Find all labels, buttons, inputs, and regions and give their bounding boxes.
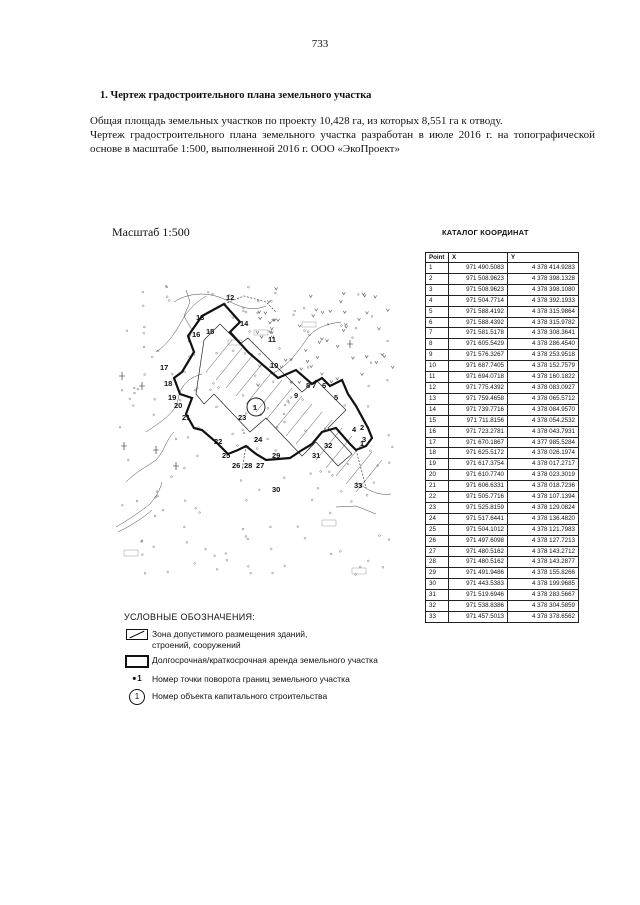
coordinate-y: 4 378 084.9570: [508, 404, 579, 415]
coordinate-point: 20: [426, 470, 449, 481]
page-number: 733: [311, 38, 329, 50]
object-symbol: 1: [129, 689, 145, 705]
section-heading: 1. Чертеж градостроительного плана земельного участка: [100, 90, 372, 101]
coordinate-x: 971 588.4392: [449, 317, 508, 328]
point-label: 31: [312, 451, 321, 460]
coordinate-row: [426, 273, 579, 284]
zone-swatch: [126, 629, 148, 640]
coordinate-point: 8: [426, 339, 449, 350]
legend-zone-line2: строений, сооружений: [152, 640, 241, 650]
coordinate-point: 14: [426, 404, 449, 415]
coordinate-y: 4 378 083.0927: [508, 382, 579, 393]
coordinate-row: [426, 415, 579, 426]
coordinate-y: 4 378 160.1822: [508, 372, 579, 383]
site-plan-drawing: [116, 282, 406, 582]
coordinate-row: [426, 568, 579, 579]
coordinate-y: 4 378 129.0824: [508, 502, 579, 513]
coordinate-x: 971 711.8156: [449, 415, 508, 426]
drawing-info-paragraph: Чертеж градостроительного плана земельного участка разработан в июле 2016 г. на топографической основе в масштабе 1:500, выполненной 2016 г. ООО «ЭкоПроект»: [90, 129, 595, 155]
coordinate-row: [426, 513, 579, 524]
point-label: 5: [334, 393, 339, 402]
coordinate-point: 6: [426, 317, 449, 328]
point-label: 25: [222, 451, 231, 460]
coordinate-y: 4 378 398.1080: [508, 284, 579, 295]
coordinate-y: 4 378 315.9864: [508, 306, 579, 317]
coordinate-row: [426, 284, 579, 295]
point-label: 3: [362, 435, 367, 444]
coordinate-row: [426, 612, 579, 623]
coordinate-x: 971 576.3267: [449, 350, 508, 361]
coordinate-x: 971 625.5172: [449, 448, 508, 459]
coordinate-row: [426, 590, 579, 601]
coordinate-x: 971 525.8159: [449, 502, 508, 513]
point-label: 15: [206, 327, 215, 336]
coordinate-row: [426, 404, 579, 415]
coordinate-y: 4 378 152.7579: [508, 361, 579, 372]
coordinate-x: 971 605.5429: [449, 339, 508, 350]
coordinate-point: 32: [426, 601, 449, 612]
coordinate-x: 971 581.5178: [449, 328, 508, 339]
point-label: 8: [306, 381, 311, 390]
point-label: 29: [272, 451, 281, 460]
coordinate-point: 7: [426, 328, 449, 339]
coordinate-point: 25: [426, 524, 449, 535]
coordinate-row: [426, 492, 579, 503]
coordinate-point: 33: [426, 612, 449, 623]
coordinate-x: 971 775.4392: [449, 382, 508, 393]
coordinate-x: 971 687.7405: [449, 361, 508, 372]
coordinate-x: 971 497.6098: [449, 535, 508, 546]
coordinate-row: [426, 535, 579, 546]
coordinate-row: [426, 437, 579, 448]
coordinate-row: [426, 263, 579, 274]
point-label: 14: [240, 319, 249, 328]
point-label: 6: [322, 381, 327, 390]
legend-point-text: Номер точки поворота границ земельного участка: [152, 674, 350, 684]
point-label: 4: [352, 425, 357, 434]
topo-hatch: [256, 287, 394, 386]
coordinate-x: 971 538.8386: [449, 601, 508, 612]
coordinate-y: 4 378 283.5667: [508, 590, 579, 601]
coordinate-y: 4 378 315.9782: [508, 317, 579, 328]
coordinate-row: [426, 328, 579, 339]
coordinate-x: 971 504.1012: [449, 524, 508, 535]
coordinate-row: [426, 295, 579, 306]
coordinate-row: [426, 459, 579, 470]
point-label: 24: [254, 435, 263, 444]
coordinate-x: 971 508.9623: [449, 273, 508, 284]
legend-zone: [124, 629, 378, 651]
point-label: 26: [232, 461, 241, 470]
coordinate-row: [426, 502, 579, 513]
coordinate-x: 971 504.7714: [449, 295, 508, 306]
coordinate-point: 16: [426, 426, 449, 437]
coordinate-point: 19: [426, 459, 449, 470]
point-label: 33: [354, 481, 363, 490]
coordinate-row: [426, 393, 579, 404]
point-label: 17: [160, 363, 169, 372]
point-label: 18: [164, 379, 173, 388]
legend-object: [124, 691, 378, 705]
coordinate-x: 971 505.7716: [449, 492, 508, 503]
coordinate-x: 971 480.5162: [449, 546, 508, 557]
legend: [124, 612, 378, 709]
coordinate-row: [426, 448, 579, 459]
coordinate-y: 4 378 023.3019: [508, 470, 579, 481]
point-label: 7: [312, 381, 317, 390]
coordinate-point: 22: [426, 492, 449, 503]
point-label: 23: [238, 413, 247, 422]
coordinate-table-body: [426, 263, 579, 623]
coordinate-y: 4 378 304.5859: [508, 601, 579, 612]
coordinate-y: 4 378 398.1328: [508, 273, 579, 284]
point-label: 9: [294, 391, 299, 400]
coordinate-y: 4 378 018.7236: [508, 481, 579, 492]
coordinate-point: 24: [426, 513, 449, 524]
point-label: 13: [196, 313, 205, 322]
coordinate-y: 4 378 143.2877: [508, 557, 579, 568]
area-paragraph: Общая площадь земельных участков по проекту 10,428 га, из которых 8,551 га к отводу.: [90, 115, 503, 127]
coordinate-table: [425, 252, 579, 623]
coordinate-x: 971 490.5083: [449, 263, 508, 274]
coordinate-y: 4 378 414.9283: [508, 263, 579, 274]
coordinate-x: 971 517.6441: [449, 513, 508, 524]
coordinate-x: 971 491.9486: [449, 568, 508, 579]
coordinate-x: 971 606.6331: [449, 481, 508, 492]
coordinate-row: [426, 470, 579, 481]
coordinate-y: 4 378 143.2712: [508, 546, 579, 557]
legend-zone-line1: Зона допустимого размещения зданий,: [152, 629, 308, 639]
coordinate-y: 4 378 392.1933: [508, 295, 579, 306]
point-symbol: • 1: [132, 674, 141, 684]
coordinate-x: 971 443.5383: [449, 579, 508, 590]
point-label: 30: [272, 485, 281, 494]
legend-lease-text: Долгосрочная/краткосрочная аренда земельного участка: [152, 655, 378, 665]
coordinate-point: 1: [426, 263, 449, 274]
coordinate-y: 4 378 253.9518: [508, 350, 579, 361]
coordinate-point: 11: [426, 372, 449, 383]
coordinate-y: 4 378 286.4540: [508, 339, 579, 350]
coordinate-point: 15: [426, 415, 449, 426]
coordinate-row: [426, 339, 579, 350]
coordinate-y: 4 378 155.8266: [508, 568, 579, 579]
catalog-title: КАТАЛОГ КООРДИНАТ: [442, 228, 529, 237]
coordinate-point: 9: [426, 350, 449, 361]
coordinate-x: 971 694.0718: [449, 372, 508, 383]
point-label: 27: [256, 461, 265, 470]
point-label: 16: [192, 330, 201, 339]
coordinate-point: 5: [426, 306, 449, 317]
coordinate-x: 971 759.4658: [449, 393, 508, 404]
point-label: 12: [226, 293, 235, 302]
legend-object-text: Номер объекта капитального строительства: [152, 691, 328, 701]
coordinate-y: 4 378 127.7213: [508, 535, 579, 546]
coordinate-point: 2: [426, 273, 449, 284]
coordinate-x: 971 588.4192: [449, 306, 508, 317]
header-point: Point: [426, 253, 449, 263]
coordinate-point: 23: [426, 502, 449, 513]
coordinate-x: 971 670.1867: [449, 437, 508, 448]
point-label: 28: [244, 461, 253, 470]
point-label: 2: [360, 423, 365, 432]
point-label: 10: [270, 361, 279, 370]
coordinate-point: 21: [426, 481, 449, 492]
coordinate-x: 971 617.3754: [449, 459, 508, 470]
point-label: 32: [324, 441, 333, 450]
coordinate-x: 971 457.5013: [449, 612, 508, 623]
point-label: 1: [360, 439, 365, 448]
coordinate-y: 4 378 043.7931: [508, 426, 579, 437]
coordinate-point: 30: [426, 579, 449, 590]
coordinate-point: 27: [426, 546, 449, 557]
coordinate-row: [426, 317, 579, 328]
point-label: 11: [268, 335, 276, 344]
coordinate-row: [426, 350, 579, 361]
point-label: 21: [182, 413, 191, 422]
legend-lease: [124, 655, 378, 668]
coordinate-row: [426, 306, 579, 317]
lease-swatch: [125, 655, 149, 668]
header-x: X: [449, 253, 508, 263]
coordinate-point: 28: [426, 557, 449, 568]
coordinate-row: [426, 481, 579, 492]
scale-label: Масштаб 1:500: [112, 225, 190, 239]
coordinate-row: [426, 546, 579, 557]
coordinate-row: [426, 524, 579, 535]
coordinate-row: [426, 382, 579, 393]
coordinate-x: 971 610.7740: [449, 470, 508, 481]
legend-title: УСЛОВНЫЕ ОБОЗНАЧЕНИЯ:: [124, 612, 256, 622]
coordinate-point: 3: [426, 284, 449, 295]
coordinate-row: [426, 372, 579, 383]
point-label: 19: [168, 393, 177, 402]
coordinate-y: 4 377 985.5284: [508, 437, 579, 448]
coordinate-row: [426, 601, 579, 612]
coordinate-x: 971 519.6946: [449, 590, 508, 601]
coordinate-y: 4 378 378.6562: [508, 612, 579, 623]
coordinate-y: 4 378 308.3641: [508, 328, 579, 339]
coordinate-x: 971 723.2781: [449, 426, 508, 437]
coordinate-y: 4 378 199.9685: [508, 579, 579, 590]
coordinate-row: [426, 579, 579, 590]
coordinate-point: 17: [426, 437, 449, 448]
coordinate-y: 4 378 017.2717: [508, 459, 579, 470]
coordinate-point: 13: [426, 393, 449, 404]
object-number: 1: [253, 403, 258, 412]
header-y: Y: [508, 253, 579, 263]
coordinate-point: 29: [426, 568, 449, 579]
coordinate-row: [426, 557, 579, 568]
point-label: 20: [174, 401, 183, 410]
coordinate-row: [426, 361, 579, 372]
coordinate-x: 971 508.9623: [449, 284, 508, 295]
coordinate-y: 4 378 065.5712: [508, 393, 579, 404]
coordinate-y: 4 378 121.7983: [508, 524, 579, 535]
coordinate-y: 4 378 107.1394: [508, 492, 579, 503]
coordinate-table-header: [426, 253, 579, 263]
coordinate-point: 4: [426, 295, 449, 306]
coordinate-x: 971 480.5162: [449, 557, 508, 568]
coordinate-row: [426, 426, 579, 437]
coordinate-y: 4 378 026.1974: [508, 448, 579, 459]
coordinate-point: 18: [426, 448, 449, 459]
coordinate-y: 4 378 136.4820: [508, 513, 579, 524]
coordinate-point: 10: [426, 361, 449, 372]
coordinate-point: 26: [426, 535, 449, 546]
coordinate-point: 31: [426, 590, 449, 601]
legend-point: [124, 674, 378, 685]
coordinate-x: 971 739.7716: [449, 404, 508, 415]
point-label: 22: [214, 437, 223, 446]
coordinate-y: 4 378 054.2532: [508, 415, 579, 426]
coordinate-point: 12: [426, 382, 449, 393]
